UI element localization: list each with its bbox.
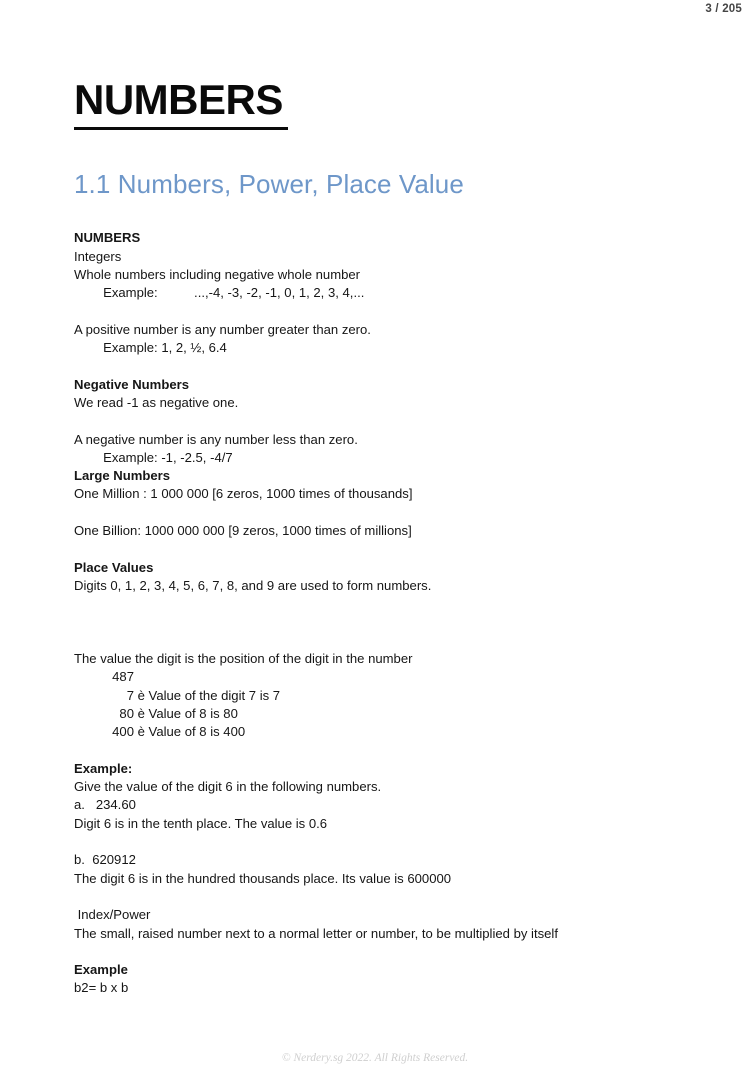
spacer (74, 614, 674, 632)
spacer (74, 833, 674, 851)
spacer (74, 742, 674, 760)
negative-number-definition: A negative number is any number less than zero. (74, 431, 358, 447)
page-content (74, 0, 674, 998)
place-value-row (74, 687, 674, 705)
spacer (74, 595, 674, 613)
page-title (74, 0, 283, 122)
place-value-number: 487 (112, 669, 134, 685)
spacer (74, 302, 674, 320)
page-indicator: 3 / 205 (705, 3, 742, 15)
spacer (74, 888, 674, 906)
index-power-heading: Index/Power (74, 907, 151, 923)
place-value-text: è Value of the digit 7 is 7 (134, 687, 281, 703)
spacer (74, 540, 674, 558)
example-item-b: b. 620912 (74, 852, 136, 868)
value-position-line: The value the digit is the position of the digit in the number (74, 651, 413, 667)
title-underline (74, 127, 288, 130)
one-billion-line: One Billion: 1000 000 000 [9 zeros, 1000 times of millions] (74, 523, 412, 539)
example-prompt: Give the value of the digit 6 in the following numbers. (74, 779, 382, 795)
subheading-place-values: Place Values (74, 559, 154, 575)
example-item-a-answer: Digit 6 is in the tenth place. The value is 0.6 (74, 815, 328, 831)
place-value-row (74, 705, 674, 723)
example2-heading: Example (74, 962, 128, 978)
subheading-negative-numbers: Negative Numbers (74, 376, 189, 392)
example-item-a: a. 234.60 (74, 797, 136, 813)
place-value-row (74, 668, 674, 686)
positive-number-definition: A positive number is any number greater than zero. (74, 321, 371, 337)
spacer (74, 632, 674, 650)
spacer (74, 357, 674, 375)
integers-label: Integers (74, 248, 122, 264)
integers-definition: Whole numbers including negative whole number (74, 266, 361, 282)
negative-number-example: Example: -1, -2.5, -4/7 (74, 449, 233, 465)
spacer (74, 943, 674, 961)
example2-body: b2= b x b (74, 980, 129, 996)
footer-copyright: © Nerdery.sg 2022. All Rights Reserved. (281, 1052, 469, 1064)
place-value-number: 80 (119, 706, 134, 721)
one-million-line: One Million : 1 000 000 [6 zeros, 1000 times of thousands] (74, 486, 413, 502)
positive-number-example: Example: 1, 2, ½, 6.4 (74, 340, 227, 356)
subheading-large-numbers: Large Numbers (74, 468, 171, 484)
section-heading: 1.1 Numbers, Power, Place Value (74, 169, 464, 200)
page-title-text: NUMBERS (74, 76, 283, 123)
spacer (74, 412, 674, 430)
spacer (74, 504, 674, 522)
place-value-text: è Value of 8 is 400 (134, 724, 246, 740)
body-content (74, 200, 674, 997)
place-value-number: 7 (126, 687, 134, 703)
subheading-numbers: NUMBERS (74, 230, 141, 246)
example-item-b-answer: The digit 6 is in the hundred thousands place. Its value is 600000 (74, 870, 452, 886)
place-value-number: 400 (112, 724, 134, 740)
digits-line: Digits 0, 1, 2, 3, 4, 5, 6, 7, 8, and 9 are used to form numbers. (74, 577, 432, 593)
place-value-row (74, 723, 674, 741)
place-value-text: è Value of 8 is 80 (134, 706, 238, 721)
negative-number-reading: We read -1 as negative one. (74, 394, 239, 410)
place-value-stack (74, 668, 674, 741)
index-power-definition: The small, raised number next to a normal letter or number, to be multiplied by itself (74, 925, 558, 941)
example-heading: Example: (74, 760, 133, 776)
integers-example: Example: ...,-4, -3, -2, -1, 0, 1, 2, 3, 4,... (74, 285, 365, 301)
